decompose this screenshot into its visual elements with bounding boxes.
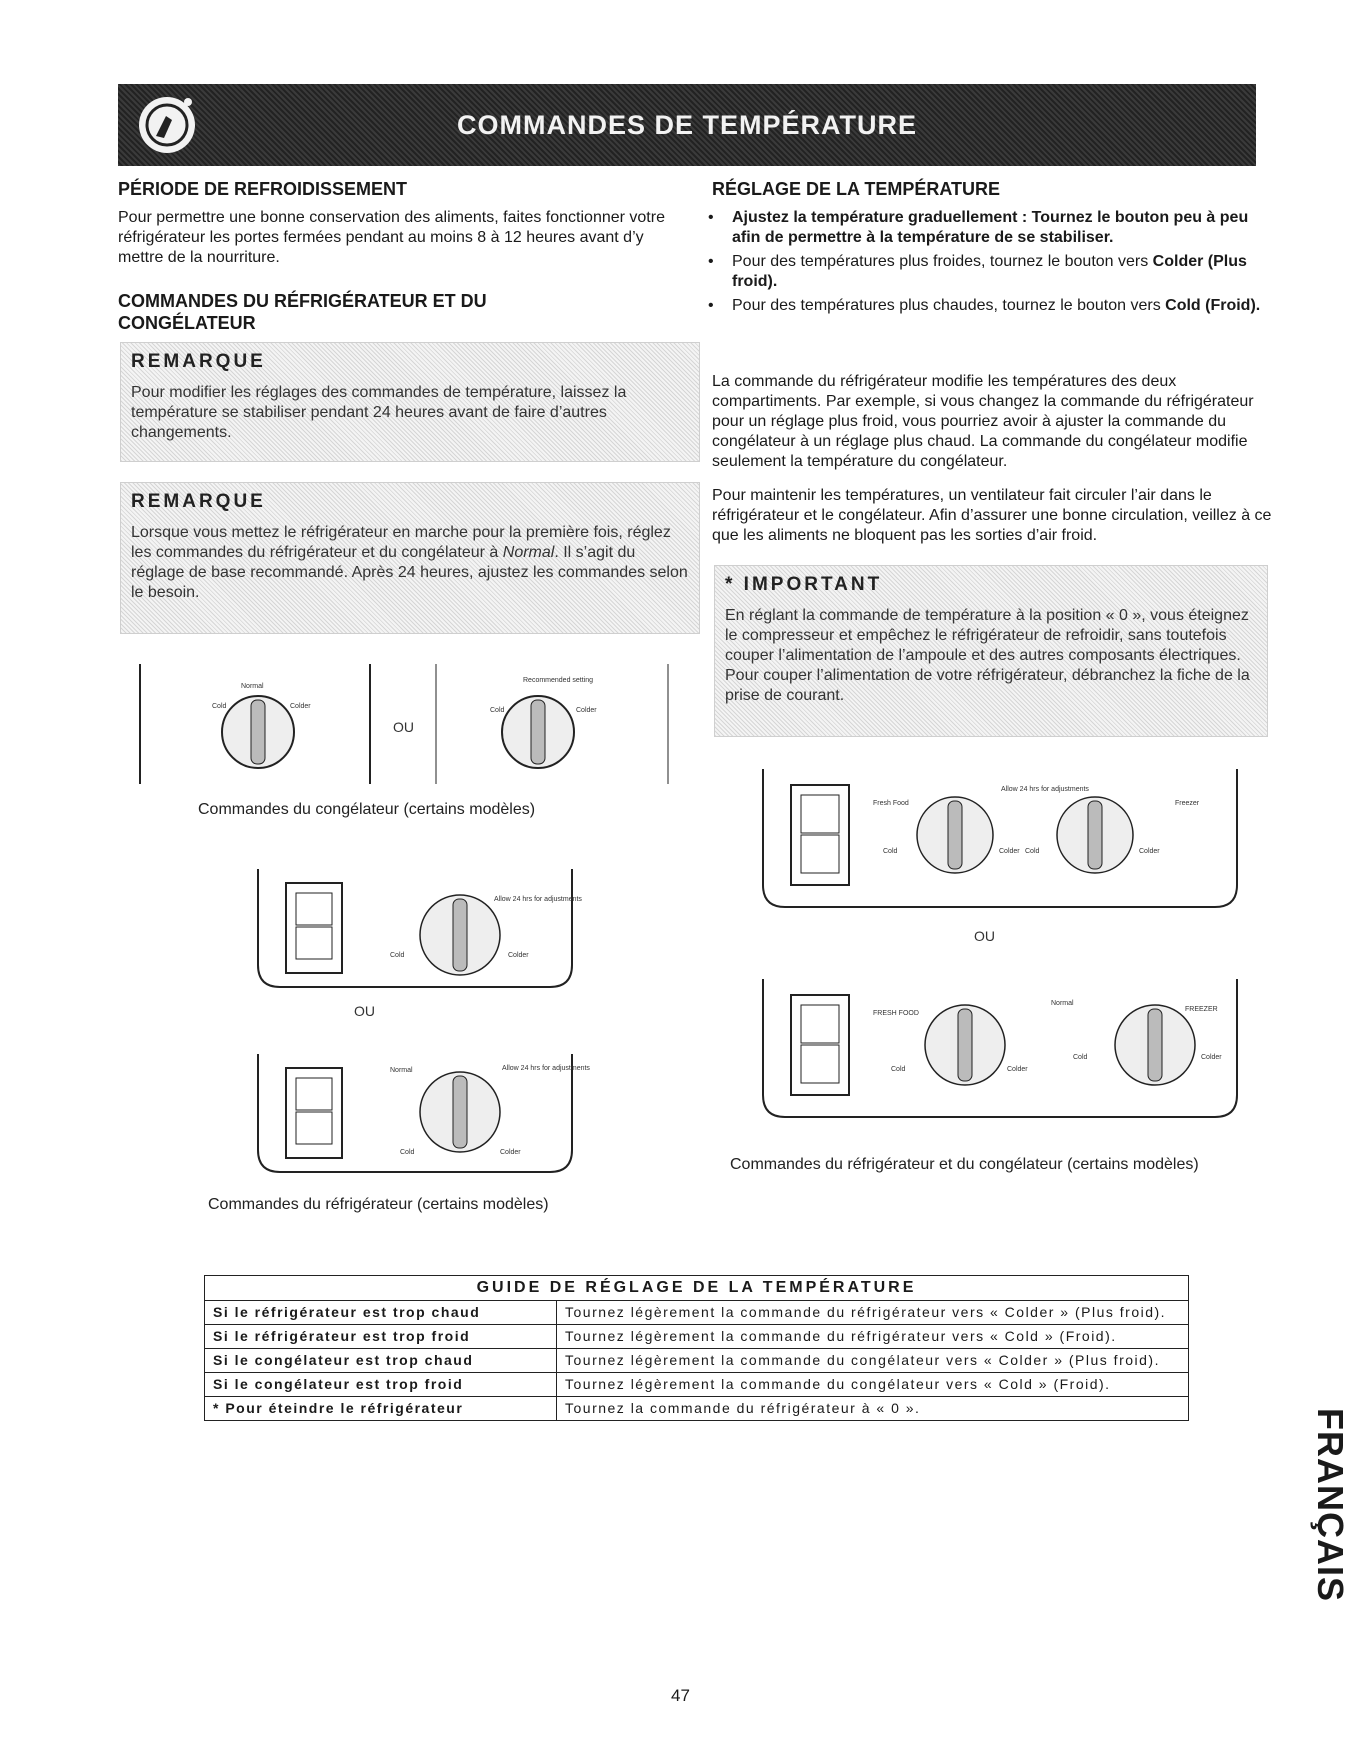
colder-label: Colder xyxy=(576,707,597,714)
or-divider xyxy=(350,1000,390,1022)
condition-cell: Si le congélateur est trop chaud xyxy=(205,1349,557,1373)
allow-adjust-label: Allow 24 hrs for adjustments xyxy=(1001,786,1089,793)
page-number: 47 xyxy=(671,1686,690,1705)
fridge-dial-panel-2 xyxy=(250,1050,590,1180)
recommended-label: Recommended setting xyxy=(523,677,594,684)
colder-label: Colder xyxy=(1007,1066,1028,1073)
fresh-food-label: FRESH FOOD xyxy=(873,1010,919,1017)
note-text: . Il s’agit du réglage de base recommandé. Après 24 heures, ajustez les commandes selon le besoin. xyxy=(131,544,688,601)
freezer-label: FREEZER xyxy=(1185,1006,1218,1013)
cold-label: Cold xyxy=(1073,1054,1088,1061)
cooling-heading: PÉRIODE DE REFROIDISSEMENT xyxy=(118,179,408,199)
bullet-text: Pour des températures plus froides, tournez le bouton vers xyxy=(732,253,1153,270)
bullet-text: Pour des températures plus chaudes, tournez le bouton vers xyxy=(732,297,1166,314)
note-heading: REMARQUE xyxy=(131,351,266,372)
setting-paragraph-1: La commande du réfrigérateur modifie les températures des deux compartiments. Par exemple, si vous changez la commande du réfrigérateur pour un réglage plus froid, vous pourriez avoir à ajuster la commande du congélateur à un réglage plus chaud. La commande du congélateur modifie seulement la température du congélateur. xyxy=(712,373,1254,470)
table-header-row xyxy=(205,1276,1189,1301)
freezer-dial-left xyxy=(212,683,311,768)
colder-label: Colder xyxy=(1139,848,1160,855)
condition-cell: Si le réfrigérateur est trop froid xyxy=(205,1325,557,1349)
table-row xyxy=(205,1373,1189,1397)
setting-bullets xyxy=(700,208,1270,320)
important-box xyxy=(714,565,1268,737)
action-cell: Tournez légèrement la commande du réfrigérateur vers « Colder » (Plus froid). xyxy=(557,1301,1189,1325)
setting-paragraph-2: Pour maintenir les températures, un ventilateur fait circuler l’air dans le réfrigérateur et le congélateur. Afin d’assurer une bonne circulation, veillez à ce que les aliments ne bloquent pas les sorties d’air froid. xyxy=(712,487,1272,544)
freezer-label: Freezer xyxy=(1175,800,1200,807)
fridge-dial-panel-1 xyxy=(250,865,580,995)
action-cell: Tournez légèrement la commande du congélateur vers « Cold » (Froid). xyxy=(557,1373,1189,1397)
note-box-2 xyxy=(120,482,700,634)
freezer-caption: Commandes du congélateur (certains modèles) xyxy=(198,801,536,818)
temperature-guide-table xyxy=(204,1275,1189,1421)
cold-label: Cold xyxy=(883,848,898,855)
cold-label: Cold xyxy=(400,1149,415,1156)
colder-label: Colder xyxy=(1201,1054,1222,1061)
fresh-food-label: Fresh Food xyxy=(873,800,909,807)
action-cell: Tournez la commande du réfrigérateur à « 0 ». xyxy=(557,1397,1189,1421)
cold-label: Cold xyxy=(891,1066,906,1073)
note-heading: REMARQUE xyxy=(131,491,266,512)
note-box-1 xyxy=(120,342,700,462)
action-cell: Tournez légèrement la commande du congélateur vers « Colder » (Plus froid). xyxy=(557,1349,1189,1373)
colder-label: Colder xyxy=(290,703,311,710)
combined-dial-panel-1 xyxy=(755,765,1245,915)
cold-label: Cold xyxy=(490,707,505,714)
note-body: Pour modifier les réglages des commandes de température, laissez la température se stabiliser pendant 24 heures avant de faire d’autres changements. xyxy=(131,384,627,441)
normal-label: Normal xyxy=(241,683,264,690)
important-body: En réglant la commande de température à la position « 0 », vous éteignez le compresseur et empêchez le réfrigérateur de refroidir, sans toutefois couper l’alimentation de l’ampoule et des autres composants électriques. Pour couper l’alimentation de votre réfrigérateur, débranchez la fiche de la prise de courant. xyxy=(725,607,1250,704)
colder-label: Colder xyxy=(500,1149,521,1156)
bullet-bold: Cold (Froid). xyxy=(1165,297,1261,314)
action-cell: Tournez légèrement la commande du réfrigérateur vers « Cold » (Froid). xyxy=(557,1325,1189,1349)
or-label: OU xyxy=(354,1003,375,1019)
bullet-item xyxy=(700,296,1270,316)
or-divider xyxy=(970,925,1010,947)
table-row xyxy=(205,1301,1189,1325)
cooling-text: Pour permettre une bonne conservation des aliments, faites fonctionner votre réfrigérateur les portes fermées pendant au moins 8 à 12 heures avant d’y mettre de la nourriture. xyxy=(118,209,665,266)
controls-heading: COMMANDES DU RÉFRIGÉRATEUR ET DU CONGÉLATEUR xyxy=(118,291,487,333)
cold-label: Cold xyxy=(212,703,227,710)
colder-label: Colder xyxy=(508,952,529,959)
normal-label: Normal xyxy=(1051,1000,1074,1007)
cold-label: Cold xyxy=(1025,848,1040,855)
bullet-bold: Ajustez la température graduellement : Tournez le bouton peu à peu afin de permettre à la température de se stabiliser. xyxy=(732,209,1249,246)
condition-cell: Si le congélateur est trop froid xyxy=(205,1373,557,1397)
or-label: OU xyxy=(974,928,995,944)
page-title: COMMANDES DE TEMPÉRATURE xyxy=(456,110,917,140)
combined-caption: Commandes du réfrigérateur et du congélateur (certains modèles) xyxy=(730,1156,1199,1173)
table-row xyxy=(205,1349,1189,1373)
or-label: OU xyxy=(393,719,414,735)
freezer-dials-illustration xyxy=(138,660,698,788)
cold-label: Cold xyxy=(390,952,405,959)
fridge-caption: Commandes du réfrigérateur (certains modèles) xyxy=(208,1196,549,1213)
table-row xyxy=(205,1397,1189,1421)
freezer-dial-right xyxy=(490,677,597,768)
allow-adjust-label: Allow 24 hrs for adjustments xyxy=(502,1065,590,1072)
important-heading: * IMPORTANT xyxy=(725,574,883,595)
note-text: Lorsque vous mettez le réfrigérateur en marche pour la première fois, réglez les commandes du réfrigérateur et du congélateur à xyxy=(131,524,671,561)
normal-label: Normal xyxy=(390,1067,413,1074)
allow-adjust-label: Allow 24 hrs for adjustments xyxy=(494,896,582,903)
condition-cell: * Pour éteindre le réfrigérateur xyxy=(205,1397,557,1421)
note-body xyxy=(121,517,699,611)
colder-label: Colder xyxy=(999,848,1020,855)
condition-cell: Si le réfrigérateur est trop chaud xyxy=(205,1301,557,1325)
table-row xyxy=(205,1325,1189,1349)
combined-dial-panel-2 xyxy=(755,975,1245,1125)
section-banner xyxy=(118,84,1256,166)
bullet-item xyxy=(700,252,1270,292)
setting-heading: RÉGLAGE DE LA TEMPÉRATURE xyxy=(712,179,1001,199)
language-label: FRANÇAIS xyxy=(1310,1408,1351,1602)
language-side-tab xyxy=(1310,1405,1350,1605)
bullet-bold: Colder (Plus froid). xyxy=(732,253,1247,290)
bullet-item xyxy=(700,208,1270,248)
note-emphasis: Normal xyxy=(502,544,555,561)
table-title: GUIDE DE RÉGLAGE DE LA TEMPÉRATURE xyxy=(205,1276,1189,1301)
